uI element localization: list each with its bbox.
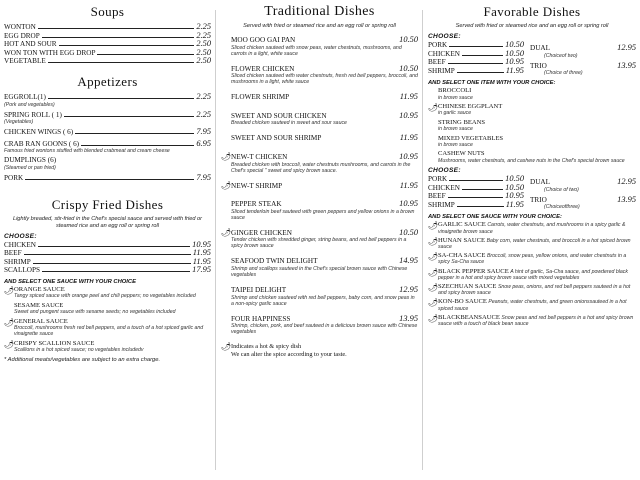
item-description: (Steamed or pan fried) xyxy=(4,164,56,171)
column-divider xyxy=(215,10,216,470)
veg-description: Mushrooms, water chestnuts, and cashew nuts in the Chef's special brown sauce xyxy=(438,157,625,164)
item-name: FLOWER CHICKEN xyxy=(231,64,295,73)
item-name: BEEF xyxy=(428,58,446,67)
traditional-item xyxy=(221,112,418,127)
menu-item-row xyxy=(4,241,211,250)
pepper-icon: 🌶︎ xyxy=(428,252,439,262)
veg-item xyxy=(428,136,636,149)
menu-item-row xyxy=(4,258,211,267)
item-price: 2.25 xyxy=(196,22,211,31)
sauce-name: GENERAL SAUCE xyxy=(14,317,68,325)
sauce-line xyxy=(438,269,636,281)
item-price: 6.95 xyxy=(196,138,211,148)
item-price: 11.95 xyxy=(505,65,524,75)
leader-line xyxy=(59,45,195,46)
item-name: EGGROLL(1) xyxy=(4,92,46,101)
item-name: DUMPLINGS (6) xyxy=(4,156,57,165)
veg-item xyxy=(428,120,636,133)
sauce-option xyxy=(4,319,211,338)
select-sauce-note: AND SELECT ONE SAUCE WITH YOUR CHOICE: xyxy=(428,214,562,221)
leader-line xyxy=(48,98,194,99)
leader-line xyxy=(38,246,190,247)
item-name: SHRIMP xyxy=(428,66,455,75)
item-name: BEEF xyxy=(4,249,22,258)
menu-item-row xyxy=(231,257,418,266)
sauce-option xyxy=(4,287,211,300)
leader-line xyxy=(81,145,194,146)
sauce-name: HUNAN SAUCE xyxy=(438,236,486,244)
sauce-description: Scallions in a hot spiced sauce; no vegetables includedv xyxy=(14,347,144,354)
sauce-name: SZECHUAN SAUCE xyxy=(438,283,497,291)
combo-2 xyxy=(428,175,636,210)
item-price: 12.95 xyxy=(617,177,636,187)
item-name: PORK xyxy=(428,175,448,184)
veg-item xyxy=(428,88,636,101)
item-price: 11.95 xyxy=(505,200,524,210)
appetizers-title: Appetizers xyxy=(77,73,138,89)
sauce-description: Peanuts, water chestnuts, and green onionssauteed in a hot spiced sauce xyxy=(438,299,627,312)
menu-item-row xyxy=(231,134,418,143)
favorable-choose-label-2: CHOOSE: xyxy=(428,167,461,175)
sauce-line xyxy=(438,238,636,250)
sauce-description: Baby corn, water chestnuts, and broccoli in a hot spiced brown sauce xyxy=(438,237,631,251)
veg-name: MIXED VEGETABLES xyxy=(438,134,504,142)
item-name: SWEET AND SOUR CHICKEN xyxy=(231,111,327,120)
veg-item xyxy=(428,104,636,117)
item-price: 12.95 xyxy=(399,284,418,294)
combo-trio xyxy=(530,196,636,211)
extra-charge-note: * Additional meats/vegetables are subject to an extra charge. xyxy=(4,356,161,363)
sauce-line xyxy=(438,299,636,311)
leader-line xyxy=(33,263,191,264)
item-price: 11.95 xyxy=(399,180,418,190)
sauce-option xyxy=(428,299,636,311)
sauce-name: ORANGE SAUCE xyxy=(14,285,65,293)
favorable-intro: Served with fried or steamed rice and an egg roll or spring roll xyxy=(455,23,609,29)
item-name: CHICKEN xyxy=(428,183,460,192)
item-name: PORK xyxy=(4,173,24,182)
traditional-title: Traditional Dishes xyxy=(264,4,375,19)
combo-note: (Choiceof two) xyxy=(544,52,578,59)
combo-dual xyxy=(530,178,636,193)
combo-dual xyxy=(530,44,636,59)
item-price: 10.95 xyxy=(399,151,418,161)
item-name: PORK xyxy=(428,41,448,49)
item-description: Shrimp and chicken sauteed with red bell peppers, baby corn, and snow peas in a non-spicy garlic sauce xyxy=(231,294,415,307)
item-name: HOT AND SOUR xyxy=(4,40,57,49)
veg-description: in brown sauce xyxy=(438,94,473,101)
item-name: FLOWER SHRIMP xyxy=(231,93,290,102)
combo-1-multi xyxy=(524,41,636,76)
item-description: Sliced chicken sauteed with snow peas, water chestnuts, mushrooms, and carrots in a light, white sauce xyxy=(231,44,402,57)
item-price: 10.50 xyxy=(399,63,418,73)
pepper-icon: 🌶︎ xyxy=(428,236,439,246)
sauce-line xyxy=(438,222,636,234)
leader-line xyxy=(97,54,194,55)
menu-item-row xyxy=(4,49,211,58)
item-price: 2.25 xyxy=(196,91,211,101)
pepper-icon: 🌶︎ xyxy=(221,342,232,352)
sauce-description: Tangy spiced sauce with orange peel and chili peppers; no vegetables included xyxy=(14,293,196,300)
item-price: 10.95 xyxy=(399,110,418,120)
item-name: PEPPER STEAK xyxy=(231,200,282,209)
pepper-icon: 🌶︎ xyxy=(4,317,15,327)
combo-1 xyxy=(428,41,636,76)
menu-item-row xyxy=(231,36,418,45)
pepper-icon: 🌶︎ xyxy=(428,103,439,112)
menu-item-row xyxy=(4,111,211,120)
left-column xyxy=(0,0,215,480)
veg-description: in garlic sauce xyxy=(438,110,472,117)
item-price: 10.50 xyxy=(505,182,524,192)
pepper-icon: 🌶︎ xyxy=(4,339,15,349)
item-name: SHRIMP xyxy=(428,201,455,210)
leader-line xyxy=(75,133,194,134)
pepper-icon: 🌶︎ xyxy=(428,313,439,323)
leader-line xyxy=(48,62,195,63)
menu-item-row xyxy=(530,178,636,187)
item-description: Shrimp and scallops sauteed in the Chef's special brown sauce with Chinese vegetables xyxy=(231,265,408,278)
menu-item-row xyxy=(4,174,211,183)
spicy-legend xyxy=(221,343,418,358)
sauce-option xyxy=(428,222,636,234)
item-name: CHICKEN WINGS ( 6) xyxy=(4,128,74,137)
menu-item-row xyxy=(231,93,418,102)
item-name: DUAL xyxy=(530,44,550,52)
item-price: 11.95 xyxy=(192,256,211,266)
menu-item-row xyxy=(231,315,418,324)
menu-item-row xyxy=(4,57,211,66)
veg-name: BROCCOLI xyxy=(438,87,472,95)
pepper-icon: 🌶︎ xyxy=(221,227,232,237)
item-name: CHICKEN xyxy=(428,49,460,58)
item-name: EGG DROP xyxy=(4,31,40,40)
sauce-name: CRISPY SCALLION SAUCE xyxy=(14,339,95,347)
menu-item-row xyxy=(4,128,211,137)
sauce-option xyxy=(428,315,636,327)
item-price: 11.95 xyxy=(192,248,211,258)
sauce-option xyxy=(4,303,211,316)
traditional-item xyxy=(221,286,418,307)
sauce-line xyxy=(438,315,636,327)
traditional-item xyxy=(221,93,418,102)
leader-line xyxy=(38,28,195,29)
item-price: 10.50 xyxy=(399,35,418,44)
sauce-name: SESAME SAUCE xyxy=(14,301,64,309)
sauce-name: KON-BO SAUCE xyxy=(438,298,487,306)
item-price: 10.95 xyxy=(505,191,524,201)
traditional-intro: Served with fried or steamed rice and an egg roll or spring roll xyxy=(243,23,396,29)
item-name: TRIO xyxy=(530,61,547,70)
menu-item-row xyxy=(530,196,636,205)
menu-item-row xyxy=(428,201,524,210)
item-description: Famous fried wontons stuffed with blended crabmeat and cream cheese xyxy=(4,148,170,155)
menu-item-row xyxy=(4,23,211,32)
item-name: TRIO xyxy=(530,195,547,204)
menu-item-row xyxy=(4,32,211,41)
sauce-option xyxy=(428,269,636,281)
sauce-description: A hint of garlic, Sa-Cha sauce, and powdered black pepper in a hot and spicy brown sauce with mixed vegetables xyxy=(438,268,628,281)
item-name: SPRING ROLL ( 1) xyxy=(4,110,62,119)
item-price: 10.50 xyxy=(505,174,524,184)
item-description: Breaded chicken with broccoli, water chestnuts mushrooms, and carrots in the Chef's special " sweet and spicy brown sauce. xyxy=(231,161,411,174)
appetizer-item xyxy=(4,111,211,126)
menu-item-row xyxy=(4,249,211,258)
sauce-description: Snow peas, onions, and red bell peppers sauteed in a hot and spicy brown sauce xyxy=(438,284,631,297)
item-price: 12.95 xyxy=(617,43,636,52)
menu-item-row xyxy=(530,44,636,53)
menu-item-row xyxy=(4,93,211,102)
leader-line xyxy=(449,46,503,47)
soups-list xyxy=(4,23,211,66)
combo-2-multi xyxy=(524,175,636,210)
menu-item-row xyxy=(231,200,418,209)
select-item-note: AND SELECT ONE ITEM WITH YOUR CHOICE: xyxy=(428,80,556,87)
item-name: VEGETABLE xyxy=(4,57,46,66)
item-name: SHRIMP xyxy=(4,257,31,266)
middle-column xyxy=(217,0,422,480)
item-name: NEW-T CHICKEN xyxy=(231,152,288,161)
veg-items xyxy=(428,88,636,164)
crispy-title: Crispy Fried Dishes xyxy=(51,196,164,212)
combo-note: (Choice of three) xyxy=(544,70,583,77)
combo-1-meats xyxy=(428,41,524,76)
leader-line xyxy=(64,116,195,117)
traditional-item xyxy=(221,229,418,250)
pepper-icon: 🌶︎ xyxy=(221,180,232,190)
favorable-title: Favorable Dishes xyxy=(483,4,581,19)
crispy-intro: Lightly breaded, stir-fried in the Chef's special sauce and served with fried or steamed rice and an egg roll or spring roll xyxy=(12,215,203,229)
veg-name: CASHEW NUTS xyxy=(438,150,485,158)
traditional-item xyxy=(221,315,418,336)
item-description: Sliced chicken sauteed with water chestnuts, fresh red bell peppers, broccoli, and mushrooms in a light, white sauce xyxy=(231,73,418,86)
item-price: 2.50 xyxy=(196,39,211,49)
pepper-icon: 🌶︎ xyxy=(428,298,439,308)
sauce-option xyxy=(428,284,636,296)
menu-item-row xyxy=(231,65,418,74)
appetizer-item xyxy=(4,93,211,108)
sauce-name: BLACKBEANSAUCE xyxy=(438,313,500,321)
menu-item-row xyxy=(231,286,418,295)
appetizer-item xyxy=(4,128,211,137)
combo-note: (Choice of two) xyxy=(544,186,579,193)
menu-item-row xyxy=(231,182,418,191)
leader-line xyxy=(42,37,195,38)
menu-item-row xyxy=(231,229,418,238)
menu-item-row xyxy=(530,62,636,71)
item-price: 13.95 xyxy=(617,194,636,204)
sauce-name: BLACK PEPPER SAUCE xyxy=(438,267,509,275)
item-price: 11.95 xyxy=(399,133,418,143)
item-name: WON TON WITH EGG DROP xyxy=(4,48,96,57)
item-price: 11.95 xyxy=(399,92,418,102)
sauce-option xyxy=(428,253,636,265)
leader-line xyxy=(457,72,504,73)
menu-item-row xyxy=(4,40,211,49)
item-name: WONTON xyxy=(4,23,36,31)
item-name: CHICKEN xyxy=(4,240,36,249)
crispy-select-note: AND SELECT ONE SAUCE WITH YOUR CHOICE xyxy=(4,278,136,285)
item-name: GINGER CHICKEN xyxy=(231,228,292,237)
pepper-icon: 🌶︎ xyxy=(4,285,15,295)
item-name: FOUR HAPPINESS xyxy=(231,314,291,323)
veg-item xyxy=(428,151,636,164)
sauce-name: GARLIC SAUCE xyxy=(438,221,486,229)
traditional-item xyxy=(221,36,418,57)
item-price: 14.95 xyxy=(399,256,418,266)
item-price: 2.50 xyxy=(196,56,211,66)
appetizer-item xyxy=(4,157,211,171)
sauce-name: SA-CHA SAUCE xyxy=(438,252,486,260)
veg-name: CHINESE EGGPLANT xyxy=(438,103,503,110)
veg-description: in brown sauce xyxy=(438,142,473,149)
item-name: NEW-T SHRIMP xyxy=(231,181,283,190)
right-column xyxy=(424,0,640,480)
item-name: SWEET AND SOUR SHRIMP xyxy=(231,134,322,143)
combo-2-meats xyxy=(428,175,524,210)
item-price: 10.95 xyxy=(399,199,418,209)
item-price: 10.95 xyxy=(505,57,524,67)
item-price: 17.95 xyxy=(192,265,211,275)
traditional-item xyxy=(221,200,418,221)
traditional-item xyxy=(221,257,418,278)
sauce-description: Sweet and pungent sauce with sesame seeds; no vegetables included xyxy=(14,309,176,316)
veg-name: STRING BEANS xyxy=(438,118,486,126)
item-price: 10.50 xyxy=(505,48,524,58)
item-price: 13.95 xyxy=(399,313,418,323)
traditional-item xyxy=(221,65,418,86)
appetizer-item xyxy=(4,140,211,155)
sauce-description: Carrots, water chestnuts, and mushrooms in a spicy garlic & vinaigrette brown sauce xyxy=(438,222,626,235)
item-name: DUAL xyxy=(530,178,550,187)
item-price: 10.50 xyxy=(399,227,418,237)
sauce-option xyxy=(428,238,636,250)
item-description: (Pork and vegetables) xyxy=(4,101,55,108)
item-description: (Vegetables) xyxy=(4,119,34,126)
sauce-line xyxy=(438,253,636,265)
menu-item-row xyxy=(4,140,211,149)
menu-item-row xyxy=(428,67,524,76)
combo-note: (Choiceofthree) xyxy=(544,204,580,211)
pepper-icon: 🌶︎ xyxy=(428,267,439,277)
item-description: Tender chicken with shredded ginger, string beans, and red bell peppers in a spicy brown sauce xyxy=(231,237,407,250)
item-price: 2.50 xyxy=(196,47,211,57)
veg-description: in brown sauce xyxy=(438,126,473,133)
item-description: Sliced tenderloin beef sauteed with green peppers and yellow onions in a brown sauce xyxy=(231,208,415,221)
menu-item-row xyxy=(4,157,211,165)
crispy-choose-label: CHOOSE: xyxy=(4,232,37,240)
item-name: BEEF xyxy=(428,192,446,201)
combo-trio xyxy=(530,62,636,77)
item-name: MOO GOO GAI PAN xyxy=(231,36,296,44)
traditional-item xyxy=(221,153,418,174)
item-price: 2.25 xyxy=(196,30,211,40)
sauce-option xyxy=(4,341,211,354)
leader-line xyxy=(42,271,190,272)
leader-line xyxy=(462,189,503,190)
menu-item-row xyxy=(231,153,418,162)
pepper-icon: 🌶︎ xyxy=(428,283,439,293)
pepper-icon: 🌶︎ xyxy=(428,221,439,231)
leader-line xyxy=(457,206,504,207)
leader-line xyxy=(449,180,503,181)
item-price: 7.95 xyxy=(196,172,211,182)
traditional-item xyxy=(221,134,418,143)
favorable-choose-label: CHOOSE: xyxy=(428,33,461,40)
item-name: CRAB RAN GOONS ( 6) xyxy=(4,139,80,148)
menu-item-row xyxy=(4,266,211,275)
soups-title: Soups xyxy=(90,4,125,19)
item-description: Breaded chicken sauteed in sweet and sour sauce xyxy=(231,120,347,127)
legend-line-2: We can alter the spice according to your taste. xyxy=(231,350,347,358)
sauce-description: Broccoli, mushrooms fresh red bell peppers, and a touch of a hot spiced garlic and vinaigrette sauce xyxy=(14,324,204,338)
item-price: 7.95 xyxy=(196,127,211,137)
item-price: 13.95 xyxy=(617,60,636,70)
leader-line xyxy=(25,179,194,180)
column-divider xyxy=(422,10,423,470)
favorable-sauces xyxy=(428,222,636,327)
item-price: 2.25 xyxy=(196,109,211,119)
item-name: SEAFOOD TWIN DELIGHT xyxy=(231,257,318,266)
traditional-item xyxy=(221,182,418,191)
appetizers-list xyxy=(4,93,211,183)
leader-line xyxy=(24,254,191,255)
sauce-line xyxy=(438,284,636,296)
crispy-sauces xyxy=(4,287,211,354)
item-price: 10.95 xyxy=(192,239,211,249)
traditional-list xyxy=(221,36,418,335)
leader-line xyxy=(462,55,503,56)
pepper-icon: 🌶︎ xyxy=(221,151,232,161)
menu-item-row xyxy=(231,112,418,121)
appetizer-item xyxy=(4,174,211,183)
legend-line-1: Indicates a hot & spicy dish xyxy=(231,343,302,351)
leader-line xyxy=(448,197,504,198)
crispy-list xyxy=(4,241,211,275)
sauce-description: Snow peas and red bell peppers in a hot and spicy brown sauce with a touch of black bean sauce xyxy=(438,314,634,328)
item-name: SCALLOPS xyxy=(4,266,40,275)
item-description: Shrimp, chicken, pork, and beef sauteed in a delicious brown sauce with Chinese vegetables xyxy=(231,323,418,336)
sauce-description: Broccoli, snow peas, yellow onions, and water chestnuts in a spicy Sa-Cha sauce xyxy=(438,253,627,266)
leader-line xyxy=(448,63,504,64)
item-price: 10.50 xyxy=(505,40,524,49)
item-name: TAIPEI DELIGHT xyxy=(231,285,287,294)
